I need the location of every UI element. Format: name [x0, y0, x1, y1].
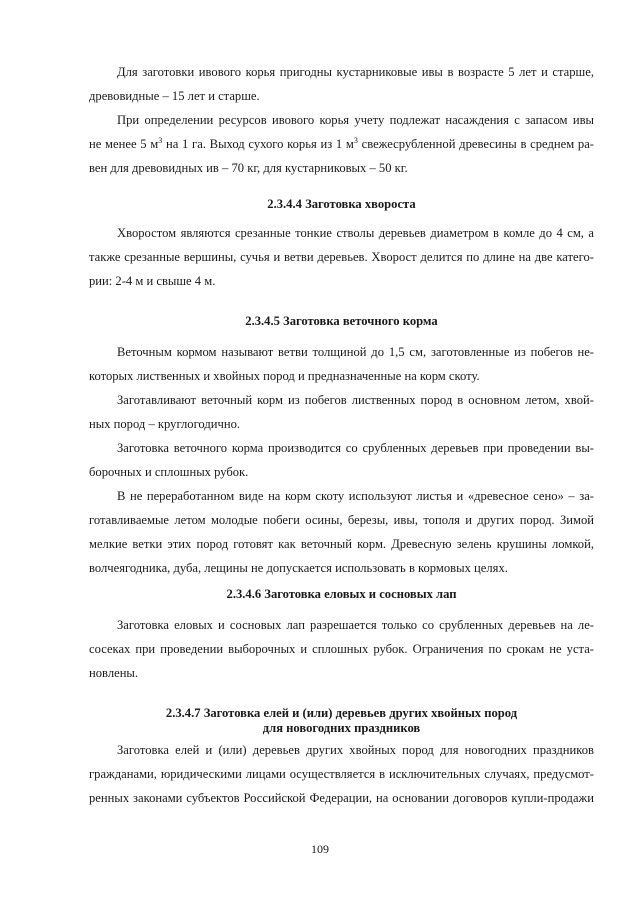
- text-line: ренных законами субъектов Российской Федерации, на основании договоров купли-продажи: [89, 791, 594, 805]
- heading-line: для новогодних праздников: [262, 721, 421, 735]
- paragraph-twig-fodder-definition: [89, 340, 594, 388]
- paragraph-leaf-hay: [89, 484, 594, 580]
- text-line: не менее 5 $м^3$ на 1 га. Выход сухого корья из 1 $м^3$ свежесрубленной древесины в среднем ра-: [89, 136, 594, 151]
- paragraph-twig-fodder-source: [89, 436, 594, 484]
- text-line: Веточным кормом называют ветви толщиной до 1,5 см, заготовленные из побегов не-: [117, 345, 594, 359]
- paragraph-new-year-trees: [89, 738, 594, 810]
- text-line: новлены.: [89, 666, 139, 680]
- section-heading-twig-fodder: 2.3.4.5 Заготовка веточного корма: [245, 314, 438, 328]
- section-heading-new-year-trees: [89, 706, 594, 736]
- text-line: Заготовка веточного корма производится со срубленных деревьев при проведении вы-: [117, 441, 594, 455]
- text-line: волчеягодника, дуба, лещины не допускается использовать в кормовых целях.: [89, 561, 508, 575]
- text-line: В не переработанном виде на корм скоту используют листья и «древесное сено» – за-: [117, 489, 594, 503]
- text-line: готавливаемые летом молодые побеги осины, березы, ивы, тополя и других пород. Зимой: [89, 513, 594, 527]
- text-line: Для заготовки ивового корья пригодны кустарниковые ивы в возрасте 5 лет и старше,: [117, 65, 594, 79]
- text-line: рии: 2-4 м и свыше 4 м.: [89, 274, 216, 288]
- text-line: гражданами, юридическими лицами осуществляется в исключительных случаях, предусмот-: [89, 767, 594, 781]
- text-line: которых лиственных и хвойных пород и предназначенные на корм скоту.: [89, 369, 480, 383]
- text-line: также срезанные вершины, сучья и ветви деревьев. Хворост делится по длине на две катего-: [89, 250, 594, 264]
- text-line: Заготовка еловых и сосновых лап разрешается только со срубленных деревьев на ле-: [117, 618, 594, 632]
- section-heading-brushwood: 2.3.4.4 Заготовка хвороста: [267, 197, 416, 211]
- text-line: ных пород – круглогодично.: [89, 417, 241, 431]
- text-line: Хворостом являются срезанные тонкие стволы деревьев диаметром в комле до 4 см, а: [117, 226, 594, 240]
- text-line: борочных и сплошных рубок.: [89, 465, 249, 479]
- paragraph-willow-bark-resources: [89, 108, 594, 180]
- section-heading-spruce-pine-branches: 2.3.4.6 Заготовка еловых и сосновых лап: [226, 587, 457, 601]
- text-line: Заготовка елей и (или) деревьев других хвойных пород для новогодних праздников: [117, 743, 594, 757]
- text-line: мелкие ветки этих пород готовят как веточный корм. Древесную зелень крушины ломкой,: [89, 537, 594, 551]
- text-line: вен для древовидных ив – 70 кг, для кустарниковых – 50 кг.: [89, 161, 408, 175]
- paragraph-willow-bark-age: [89, 60, 594, 108]
- paragraph-twig-fodder-season: [89, 388, 594, 436]
- text-line: При определении ресурсов ивового корья учету подлежат насаждения с запасом ивы: [117, 113, 594, 127]
- page-number: 109: [311, 842, 329, 856]
- text-line: древовидные – 15 лет и старше.: [89, 89, 260, 103]
- paragraph-spruce-pine-branches: [89, 613, 594, 685]
- paragraph-brushwood: [89, 221, 594, 293]
- text-line: сосеках при проведении выборочных и сплошных рубок. Ограничения по срокам не уста-: [89, 642, 594, 656]
- heading-line: 2.3.4.7 Заготовка елей и (или) деревьев других хвойных пород: [165, 706, 518, 720]
- text-line: Заготавливают веточный корм из побегов лиственных пород в основном летом, хвой-: [117, 393, 594, 407]
